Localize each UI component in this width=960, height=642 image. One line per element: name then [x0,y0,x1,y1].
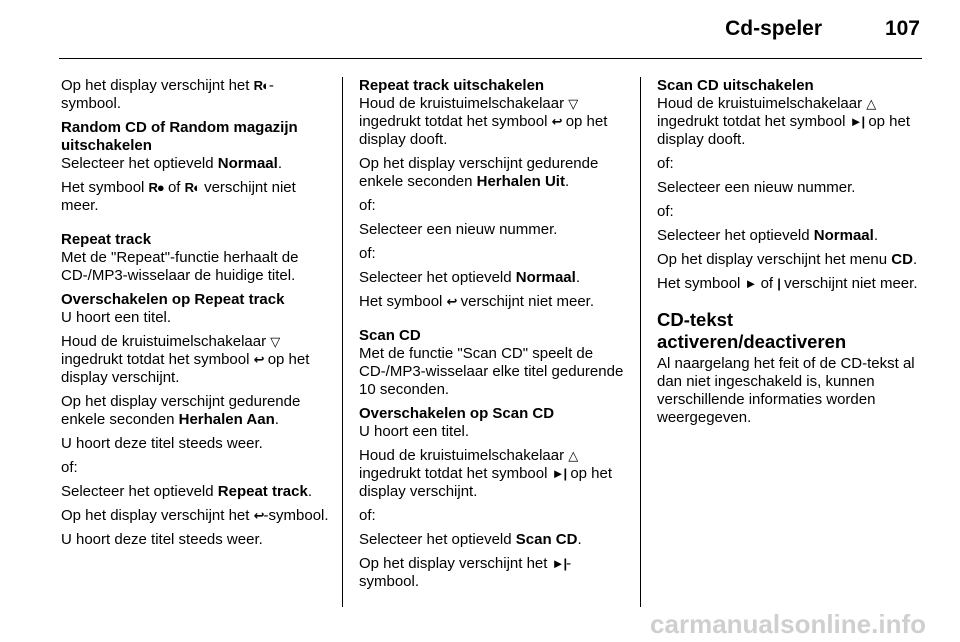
paragraph: Op het display verschijnt gedurende enkele seconden Herhalen Aan. [61,393,301,428]
paragraph: Selecteer het optieveld Repeat track. [61,483,312,500]
header-rule [59,58,922,59]
page-number: 107 [884,17,920,40]
up-arrow-icon: △ [568,448,578,463]
paragraph: Selecteer een nieuw nummer. [657,179,856,196]
paragraph: Selecteer een nieuw nummer. [359,221,558,238]
column-divider-1 [342,77,343,607]
down-arrow-icon: ▽ [270,334,280,349]
paragraph: Op het display verschijnt gedurende enkele seconden Herhalen Uit. [359,155,599,190]
heading-cd-text: CD-tekst activeren/deactiveren [657,309,847,352]
paragraph: Met de "Repeat"-functie herhaalt de CD-/MP3-wisselaar de huidige titel. [61,249,299,284]
random-symbol-icon: R◐ [253,78,269,93]
column-3 [657,77,925,433]
paragraph: Het symbool R● of R◐ verschijnt niet meer. [61,179,296,214]
random-cd-icon: R● [148,180,164,195]
paragraph: Op het display verschijnt het ►|-symbool. [359,555,572,590]
repeat-icon: ↩ [551,114,562,129]
heading-random-off: Random CD of Random magazijn uitschakelen [61,119,298,154]
scan-icon: ►| [551,556,567,571]
heading-switch-scan: Overschakelen op Scan CD [359,405,555,422]
play-icon: ► [744,276,757,291]
heading-repeat-off: Repeat track uitschakelen [359,77,545,94]
paragraph: U hoort deze titel steeds weer. [61,435,263,452]
paragraph: Houd de kruistuimelschakelaar △ ingedrukt totdat het symbool ►| op het display dooft. [657,95,911,148]
page-header-title: Cd-speler [725,17,822,40]
heading-scan-off: Scan CD uitschakelen [657,77,814,94]
paragraph: Houd de kruistuimelschakelaar △ ingedrukt totdat het symbool ►| op het display verschijnt. [359,447,613,500]
paragraph: Selecteer het optieveld Scan CD. [359,531,582,548]
scan-icon: ►| [551,466,567,481]
paragraph: Het symbool ↩ verschijnt niet meer. [359,293,595,310]
paragraph: Het symbool ► of | verschijnt niet meer. [657,275,918,292]
column-divider-2 [640,77,641,607]
random-magazine-icon: R◐ [184,180,200,195]
paragraph: Selecteer het optieveld Normaal. [359,269,580,286]
paragraph: Op het display verschijnt het menu CD. [657,251,918,268]
paragraph: of: [359,507,376,524]
paragraph: of: [61,459,78,476]
paragraph: Op het display verschijnt het R◐-symbool. [61,77,274,112]
paragraph: Met de functie "Scan CD" speelt de CD-/MP3-wisselaar elke titel gedurende 10 seconden. [359,345,624,398]
repeat-icon: ↩ [253,508,264,523]
paragraph: U hoort een titel. [359,423,470,440]
bar-icon: | [777,276,780,291]
paragraph: of: [657,203,674,220]
paragraph: of: [359,197,376,214]
heading-repeat-track: Repeat track [61,231,152,248]
repeat-icon: ↩ [253,352,264,367]
paragraph: U hoort deze titel steeds weer. [61,531,263,548]
down-arrow-icon: ▽ [568,96,578,111]
scan-icon: ►| [849,114,865,129]
column-2 [359,77,627,597]
paragraph: Houd de kruistuimelschakelaar ▽ ingedrukt totdat het symbool ↩ op het display verschijnt. [61,333,310,386]
paragraph: U hoort een titel. [61,309,172,326]
heading-scan-cd: Scan CD [359,327,421,344]
heading-switch-repeat: Overschakelen op Repeat track [61,291,285,308]
paragraph: Houd de kruistuimelschakelaar ▽ ingedrukt totdat het symbool ↩ op het display dooft. [359,95,608,148]
paragraph: Al naargelang het feit of de CD-tekst al dan niet ingeschakeld is, kunnen verschillende informaties worden weergegeven. [657,355,915,426]
paragraph: Selecteer het optieveld Normaal. [657,227,878,244]
up-arrow-icon: △ [866,96,876,111]
paragraph: Selecteer het optieveld Normaal. [61,155,282,172]
watermark: carmanualsonline.info [650,609,926,639]
paragraph: Op het display verschijnt het ↩-symbool. [61,507,329,524]
paragraph: of: [657,155,674,172]
paragraph: of: [359,245,376,262]
column-1 [61,77,329,555]
repeat-icon: ↩ [446,294,457,309]
